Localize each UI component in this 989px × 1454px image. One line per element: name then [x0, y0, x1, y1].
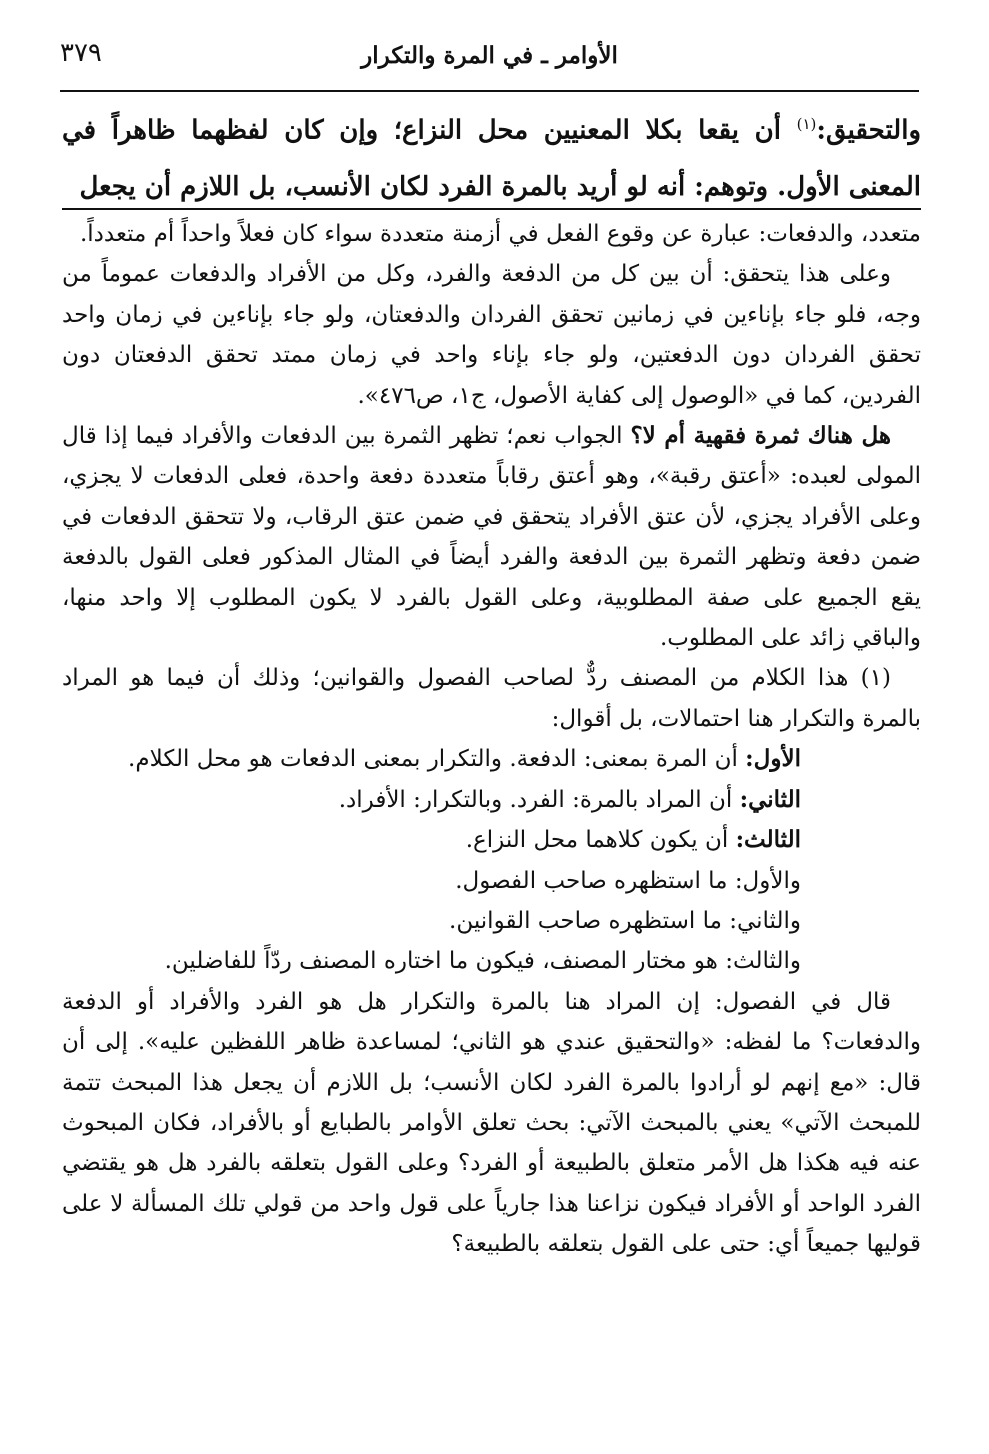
list-item-text: ما استظهره صاحب القوانين. — [449, 907, 730, 934]
list-item-text: أن المراد بالمرة: الفرد. وبالتكرار: الأفراد. — [338, 786, 740, 813]
list-item-text: هو مختار المصنف، فيكون ما اختاره المصنف ردّاً للفاضلين. — [164, 948, 726, 975]
list-item-text: أن المرة بمعنى: الدفعة. والتكرار بمعنى الدفعات هو محل الكلام. — [128, 746, 746, 773]
page-number: ٣٧٩ — [60, 38, 102, 68]
commentary-body — [62, 214, 921, 1265]
list-item-text: أن يكون كلاهما محل النزاع. — [465, 827, 736, 854]
main-text-body: أن يقعا بكلا المعنيين محل النزاع؛ وإن كان لفظهما ظاهراً في المعنى الأول. وتوهم: أنه لو أريد بالمرة الفرد لكان الأنسب، بل اللازم أن يجعل — [62, 115, 921, 202]
footnote-paragraph: (١) هذا الكلام من المصنف ردٌّ لصاحب الفصول والقوانين؛ وذلك أن فيما هو المراد بالمرة والتكرار هنا احتمالات، بل أقوال: — [62, 665, 921, 732]
main-text-lead: والتحقيق: — [816, 115, 921, 146]
list-item-label: الأول: — [745, 745, 801, 773]
paragraph-3 — [62, 416, 921, 658]
footnote-marker[interactable]: (١) — [796, 115, 817, 133]
list-item — [62, 780, 801, 820]
list-item-label: والثالث: — [725, 948, 801, 975]
list-item-label: والأول: — [734, 867, 801, 894]
main-text-block — [62, 96, 921, 215]
paragraph-2: وعلى هذا يتحقق: أن بين كل من الدفعة والفرد، وكل من الأفراد والدفعات عموماً من وجه، فلو جاء بإناءين في زمانين تحقق الفردان والدفعتان، ولو جاء بإناءين في زمان واحد تحقق الفردان دون الدفعتين، ولو جاء بإناء واحد في زمان ممتد تحقق الدفعتان دون الفردين، كما في «الوصول إلى كفاية الأصول، ج١، ص٤٧٦». — [62, 261, 921, 409]
list-item-text: ما استظهره صاحب الفصول. — [455, 867, 735, 894]
running-title: الأوامر ـ في المرة والتكرار — [361, 42, 618, 69]
list-item-label: الثالث: — [735, 826, 801, 854]
paragraph-3-text: الجواب نعم؛ تظهر الثمرة بين الدفعات والأفراد فيما إذا قال المولى لعبده: «أعتق رقبة»، وهو أعتق رقاباً متعددة دفعة واحدة، فعلى الدفعات لا يجزي، وعلى الأفراد يجزي، لأن عتق الأفراد يتحقق في ضمن عتق الرقاب، ولا تتحقق الدفعات في ضمن دفعة وتظهر الثمرة بين الدفعة والفرد أيضاً في المثال المذكور فعلى القول بالدفعة يقع الجميع على صفة المطلوبية، وعلى القول بالفرد لا يكون المطلوب إلا واحد منها، والباقي زائد على المطلوب. — [62, 423, 921, 652]
list-item — [62, 901, 801, 941]
list-item — [62, 820, 801, 860]
opinions-list — [62, 739, 921, 981]
list-item — [62, 861, 801, 901]
paragraph-1: متعدد، والدفعات: عبارة عن وقوع الفعل في أزمنة متعددة سواء كان فعلاً واحداً أم متعدداً. — [79, 221, 921, 247]
footnote-separator — [62, 208, 921, 210]
list-item-label: والثاني: — [729, 907, 801, 934]
list-item-label: الثاني: — [739, 785, 801, 813]
paragraph-3-question: هل هناك ثمرة فقهية أم لا؟ — [630, 422, 892, 450]
list-item — [62, 941, 801, 981]
paragraph-5: قال في الفصول: إن المراد هنا بالمرة والتكرار هل هو الفرد والأفراد أو الدفعة والدفعات؟ ما لفظه: «والتحقيق عندي هو الثاني؛ لمساعدة ظاهر اللفظين عليه». إلى أن قال: «مع إنهم لو أرادوا بالمرة الفرد لكان الأنسب؛ بل اللازم أن يجعل هذا المبحث تتمة للمبحث الآتي» يعني بالمبحث الآتي: بحث تعلق الأوامر بالطبايع أو بالأفراد، فكان المبحوث عنه فيه هكذا هل الأمر متعلق بالطبيعة أو الفرد؟ وعلى القول بتعلقه بالفرد هل هو يقتضي الفرد الواحد أو الأفراد فيكون نزاعنا هذا جارياً على قول واحد من قولي تلك المسألة لا على قوليها جميعاً أي: حتى على القول بتعلقه بالطبيعة؟ — [62, 988, 921, 1258]
list-item — [62, 739, 801, 779]
page-header — [60, 34, 919, 92]
